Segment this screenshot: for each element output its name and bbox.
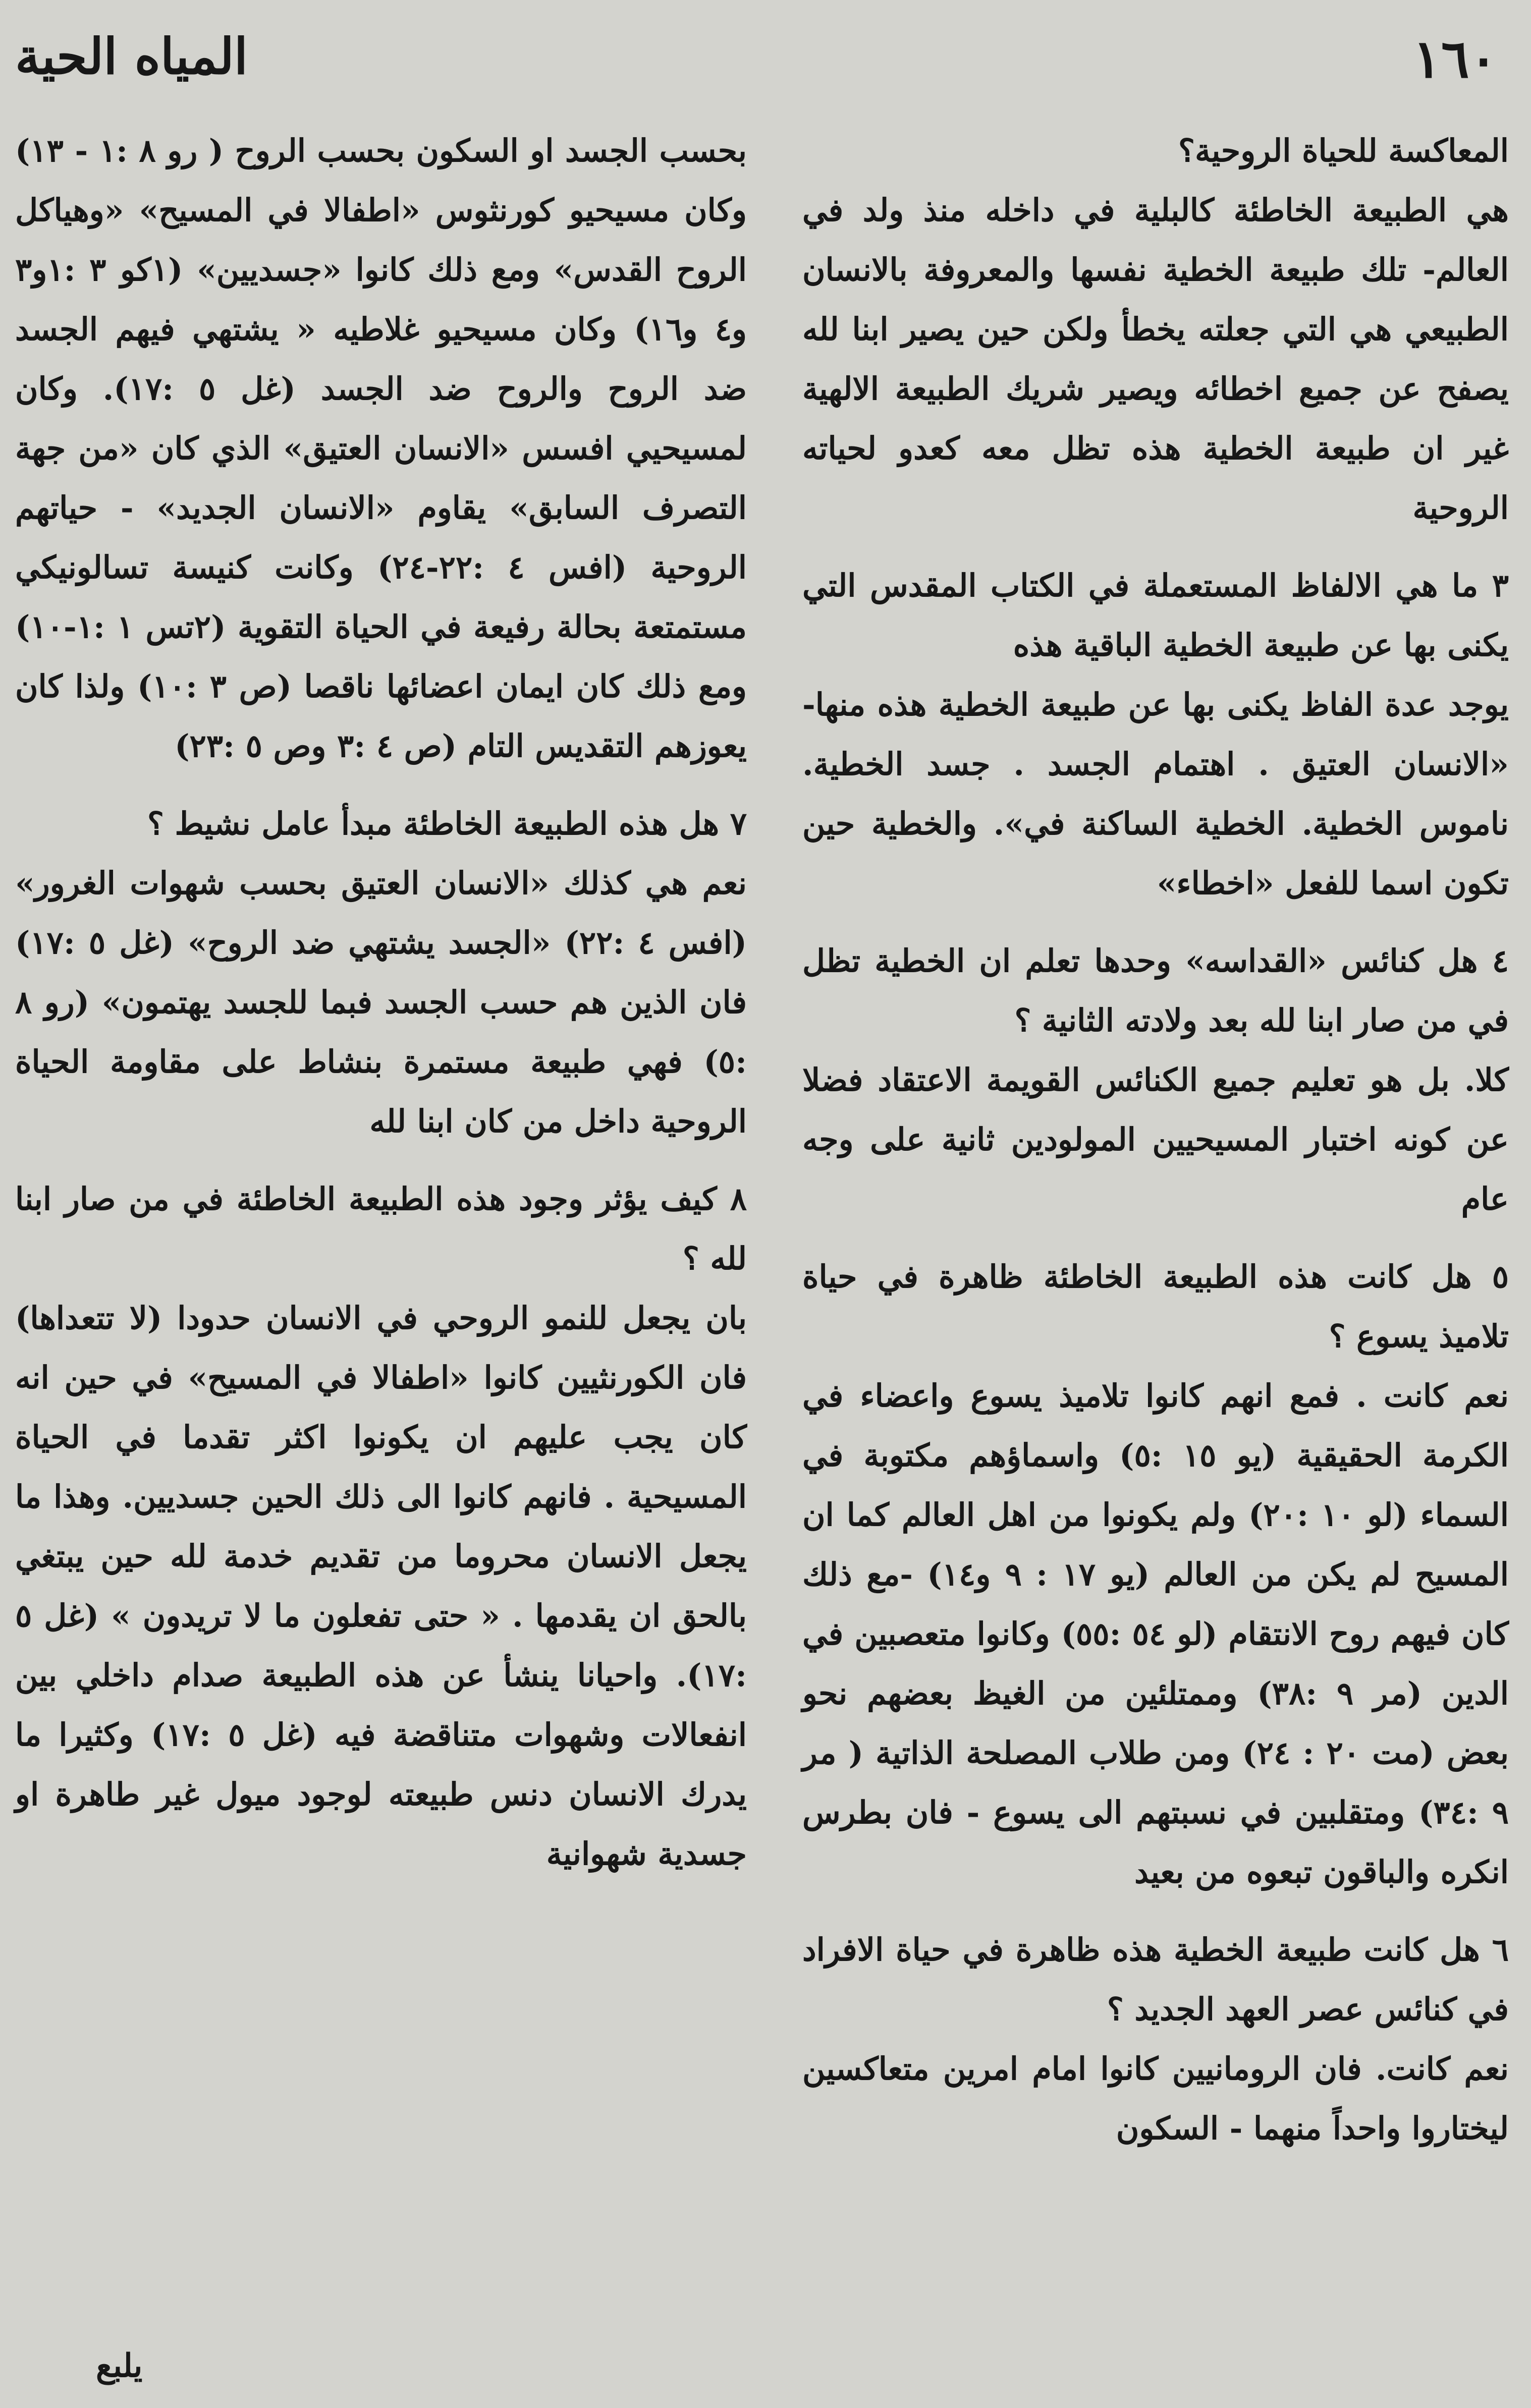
- paragraph: هي الطبيعة الخاطئة كالبلية في داخله منذ ولد في العالم- تلك طبيعة الخطية نفسها والمعروفة بالانسان الطبيعي هي التي جعلته يخطأ ولكن حين يصير ابنا لله يصفح عن جميع اخطائه ويصير شريك الطبيعة الالهية غير ان طبيعة الخطية هذه تظل معه كعدو لحياته الروحية: [802, 192, 1509, 526]
- question-heading: ٧ هل هذه الطبيعة الخاطئة مبدأ عامل نشيط ؟: [147, 805, 747, 842]
- paragraph: بحسب الجسد او السكون بحسب الروح ( رو ٨ :١ - ١٣) وكان مسيحيو كورنثوس «اطفالا في المسيح» «وهياكل الروح القدس» ومع ذلك كانوا «جسديين» (١كو ٣ :١و٣ و٤ و١٦) وكان مسيحيو غلاطيه « يشتهي فيهم الجسد ضد الروح والروح ضد الجسد (غل ٥ :١٧). وكان لمسيحيي افسس «الانسان العتيق» الذي كان «من جهة التصرف السابق» يقاوم «الانسان الجديد» - حياتهم الروحية (افس ٤ :٢٢-٢٤) وكانت كنيسة تسالونيكي مستمتعة بحالة رفيعة في الحياة التقوية (٢تس ١ :١-١٠) ومع ذلك كان ايمان اعضائها ناقصا (ص ٣ :١٠) ولذا كان يعوزهم التقديس التام (ص ٤ :٣ وص ٥ :٢٣): [15, 132, 747, 764]
- right-text-column: [802, 121, 1509, 2381]
- paragraph: نعم كانت. فان الرومانيين كانوا امام امرين متعاكسين ليختاروا واحداً منهما - السكون: [802, 2050, 1509, 2147]
- page-header: [0, 0, 1531, 111]
- paragraph: بان يجعل للنمو الروحي في الانسان حدودا (لا تتعداها) فان الكورنثيين كانوا «اطفالا في المسيح» في حين انه كان يجب عليهم ان يكونوا اكثر تقدما في الحياة المسيحية . فانهم كانوا الى ذلك الحين جسديين. وهذا ما يجعل الانسان محروما من تقديم خدمة لله حين يبتغي بالحق ان يقدمها . « حتى تفعلون ما لا تريدون » (غل ٥ :١٧). واحيانا ينشأ عن هذه الطبيعة صدام داخلي بين انفعالات وشهوات متناقضة فيه (غل ٥ :١٧) وكثيرا ما يدرك الانسان دنس طبيعته لوجود ميول غير طاهرة او جسدية شهوانية: [15, 1300, 747, 1872]
- question-heading: ٣ ما هي الالفاظ المستعملة في الكتاب المقدس التي يكنى بها عن طبيعة الخطية الباقية هذه: [802, 567, 1509, 663]
- running-title: المياه الحية: [15, 28, 248, 86]
- catchword: يلبع: [96, 2347, 143, 2385]
- question-heading: ٨ كيف يؤثر وجود هذه الطبيعة الخاطئة في من صار ابنا لله ؟: [15, 1181, 747, 1277]
- paragraph: نعم هي كذلك «الانسان العتيق بحسب شهوات الغرور» (افس ٤ :٢٢) «الجسد يشتهي ضد الروح» (غل ٥ :١٧) فان الذين هم حسب الجسد فبما للجسد يهتمون» (رو ٨ :٥) فهي طبيعة مستمرة بنشاط على مقاومة الحياة الروحية داخل من كان ابنا لله: [15, 865, 747, 1140]
- paragraph: نعم كانت . فمع انهم كانوا تلاميذ يسوع واعضاء في الكرمة الحقيقية (يو ١٥ :٥) واسماؤهم مكتوبة في السماء (لو ١٠ :٢٠) ولم يكونوا من اهل العالم كما ان المسيح لم يكن من العالم (يو ١٧ : ٩ و١٤) -مع ذلك كان فيهم روح الانتقام (لو ٥٤ :٥٥) وكانوا متعصبين في الدين (مر ٩ :٣٨) وممتلئين من الغيظ بعضهم نحو بعض (مت ٢٠ : ٢٤) ومن طلاب المصلحة الذاتية ( مر ٩ :٣٤) ومتقلبين في نسبتهم الى يسوع - فان بطرس انكره والباقون تبعوه من بعيد: [802, 1377, 1509, 1890]
- paragraph: يوجد عدة الفاظ يكنى بها عن طبيعة الخطية هذه منها- «الانسان العتيق . اهتمام الجسد . جسد الخطية. ناموس الخطية. الخطية الساكنة في». والخطية حين تكون اسما للفعل «اخطاء»: [802, 686, 1509, 902]
- paragraph: المعاكسة للحياة الروحية؟: [1178, 132, 1509, 169]
- paragraph: كلا. بل هو تعليم جميع الكنائس القويمة الاعتقاد فضلا عن كونه اختبار المسيحيين المولودين ثانية على وجه عام: [802, 1061, 1509, 1217]
- left-text-column: [15, 121, 747, 2381]
- page-number: ١٦٠: [1413, 28, 1498, 90]
- question-heading: ٥ هل كانت هذه الطبيعة الخاطئة ظاهرة في حياة تلاميذ يسوع ؟: [802, 1258, 1509, 1355]
- question-heading: ٦ هل كانت طبيعة الخطية هذه ظاهرة في حياة الافراد في كنائس عصر العهد الجديد ؟: [802, 1931, 1509, 2028]
- question-heading: ٤ هل كنائس «القداسه» وحدها تعلم ان الخطية تظل في من صار ابنا لله بعد ولادته الثانية ؟: [802, 942, 1509, 1039]
